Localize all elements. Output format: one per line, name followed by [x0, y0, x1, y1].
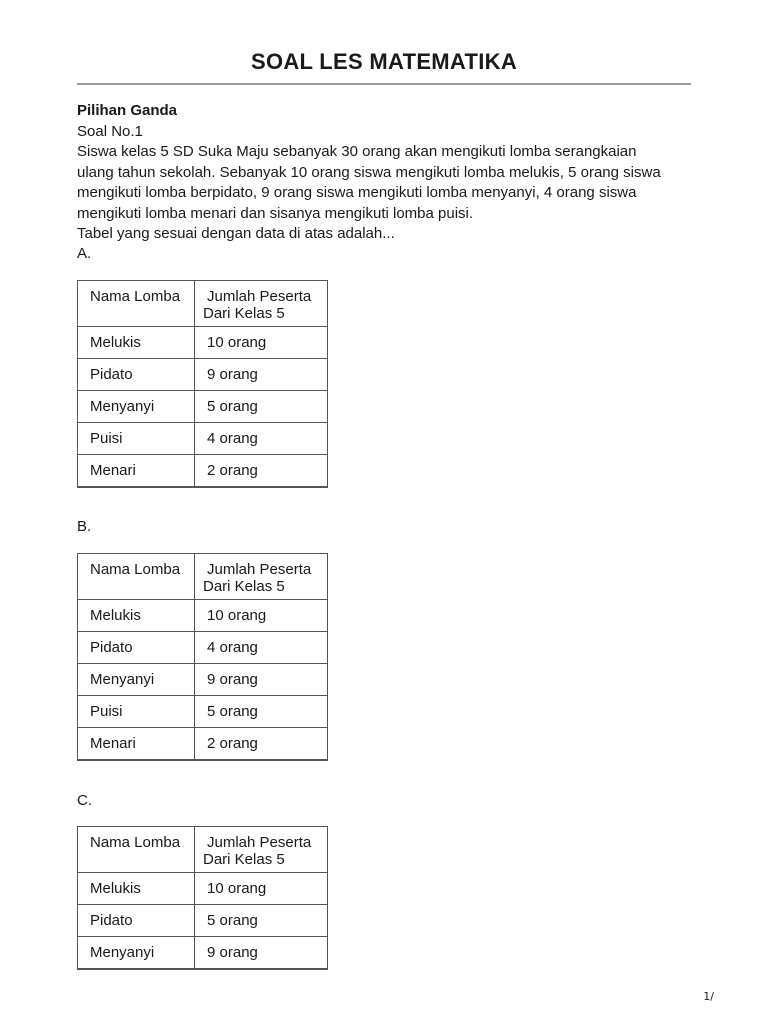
cell-peserta — [195, 905, 328, 937]
table-header-row — [78, 281, 328, 327]
cell-lomba: Melukis — [78, 327, 195, 359]
option-c-table — [77, 826, 328, 970]
cell-peserta — [195, 728, 328, 761]
table-row — [78, 391, 328, 423]
cell-lomba: Menyanyi — [78, 937, 195, 970]
cell-peserta-value: 10 orang — [207, 880, 267, 897]
cell-lomba: Pidato — [78, 359, 195, 391]
header-line-2: Dari Kelas 5 — [203, 305, 285, 322]
question-prompt: Tabel yang sesuai dengan data di atas adalah... — [77, 225, 395, 242]
cell-peserta-value: 9 orang — [207, 944, 258, 961]
question-line: mengikuti lomba berpidato, 9 orang siswa mengikuti lomba menyanyi, 4 orang siswa — [77, 184, 637, 201]
cell-lomba: Pidato — [78, 632, 195, 664]
header-jumlah-peserta — [195, 827, 328, 873]
header-nama-lomba: Nama Lomba — [78, 554, 195, 600]
option-b-table — [77, 553, 328, 761]
cell-lomba: Puisi — [78, 423, 195, 455]
question-text — [77, 101, 691, 245]
cell-peserta — [195, 664, 328, 696]
cell-peserta — [195, 696, 328, 728]
option-c-label: C. — [77, 792, 92, 809]
cell-lomba: Puisi — [78, 696, 195, 728]
table-row — [78, 664, 328, 696]
table-row — [78, 632, 328, 664]
cell-peserta-value: 4 orang — [207, 639, 258, 656]
header-jumlah-peserta — [195, 554, 328, 600]
table-row — [78, 327, 328, 359]
table-row — [78, 728, 328, 761]
table-row — [78, 696, 328, 728]
cell-peserta-value: 5 orang — [207, 912, 258, 929]
title-divider — [77, 83, 691, 85]
cell-peserta-value: 5 orang — [207, 703, 258, 720]
table-row — [78, 937, 328, 970]
cell-peserta-value: 4 orang — [207, 430, 258, 447]
cell-lomba: Melukis — [78, 873, 195, 905]
header-line-1: Jumlah Peserta — [207, 834, 312, 851]
question-number: Soal No.1 — [77, 122, 143, 140]
section-heading: Pilihan Ganda — [77, 102, 178, 119]
cell-peserta — [195, 873, 328, 905]
table-row — [78, 600, 328, 632]
cell-peserta-value: 9 orang — [207, 671, 258, 688]
header-nama-lomba: Nama Lomba — [78, 281, 195, 327]
document-title: SOAL LES MATEMATIKA — [250, 49, 518, 74]
table-row — [78, 455, 328, 488]
question-line: mengikuti lomba menari dan sisanya mengikuti lomba puisi. — [77, 204, 474, 222]
table-header-row — [78, 554, 328, 600]
option-a-label: A. — [77, 245, 92, 262]
header-line-2: Dari Kelas 5 — [203, 851, 285, 868]
cell-peserta-value: 9 orang — [207, 366, 258, 383]
cell-peserta — [195, 455, 328, 488]
cell-peserta-value: 10 orang — [207, 607, 267, 624]
cell-lomba: Menyanyi — [78, 664, 195, 696]
cell-lomba: Menari — [78, 455, 195, 488]
cell-peserta — [195, 423, 328, 455]
table-row — [78, 905, 328, 937]
header-line-1: Jumlah Peserta — [207, 288, 312, 305]
page-number: 1/ — [703, 990, 714, 1003]
header-nama-lomba: Nama Lomba — [78, 827, 195, 873]
table-header-row — [78, 827, 328, 873]
option-a-table — [77, 280, 328, 488]
header-line-1: Jumlah Peserta — [207, 561, 312, 578]
question-line: Siswa kelas 5 SD Suka Maju sebanyak 30 orang akan mengikuti lomba serangkaian — [77, 143, 637, 160]
cell-lomba: Menyanyi — [78, 391, 195, 423]
cell-peserta — [195, 391, 328, 423]
table-row — [78, 873, 328, 905]
header-line-2: Dari Kelas 5 — [203, 578, 285, 595]
cell-peserta — [195, 600, 328, 632]
table-row — [78, 359, 328, 391]
cell-lomba: Melukis — [78, 600, 195, 632]
cell-lomba: Pidato — [78, 905, 195, 937]
cell-peserta — [195, 632, 328, 664]
cell-peserta-value: 10 orang — [207, 334, 267, 351]
cell-peserta-value: 5 orang — [207, 398, 258, 415]
header-jumlah-peserta — [195, 281, 328, 327]
cell-peserta — [195, 937, 328, 970]
table-row — [78, 423, 328, 455]
question-line: ulang tahun sekolah. Sebanyak 10 orang siswa mengikuti lomba melukis, 5 orang siswa — [77, 163, 661, 181]
cell-peserta-value: 2 orang — [207, 735, 258, 752]
cell-peserta — [195, 359, 328, 391]
option-b-label: B. — [77, 518, 92, 535]
cell-peserta — [195, 327, 328, 359]
cell-lomba: Menari — [78, 728, 195, 761]
cell-peserta-value: 2 orang — [207, 462, 258, 479]
